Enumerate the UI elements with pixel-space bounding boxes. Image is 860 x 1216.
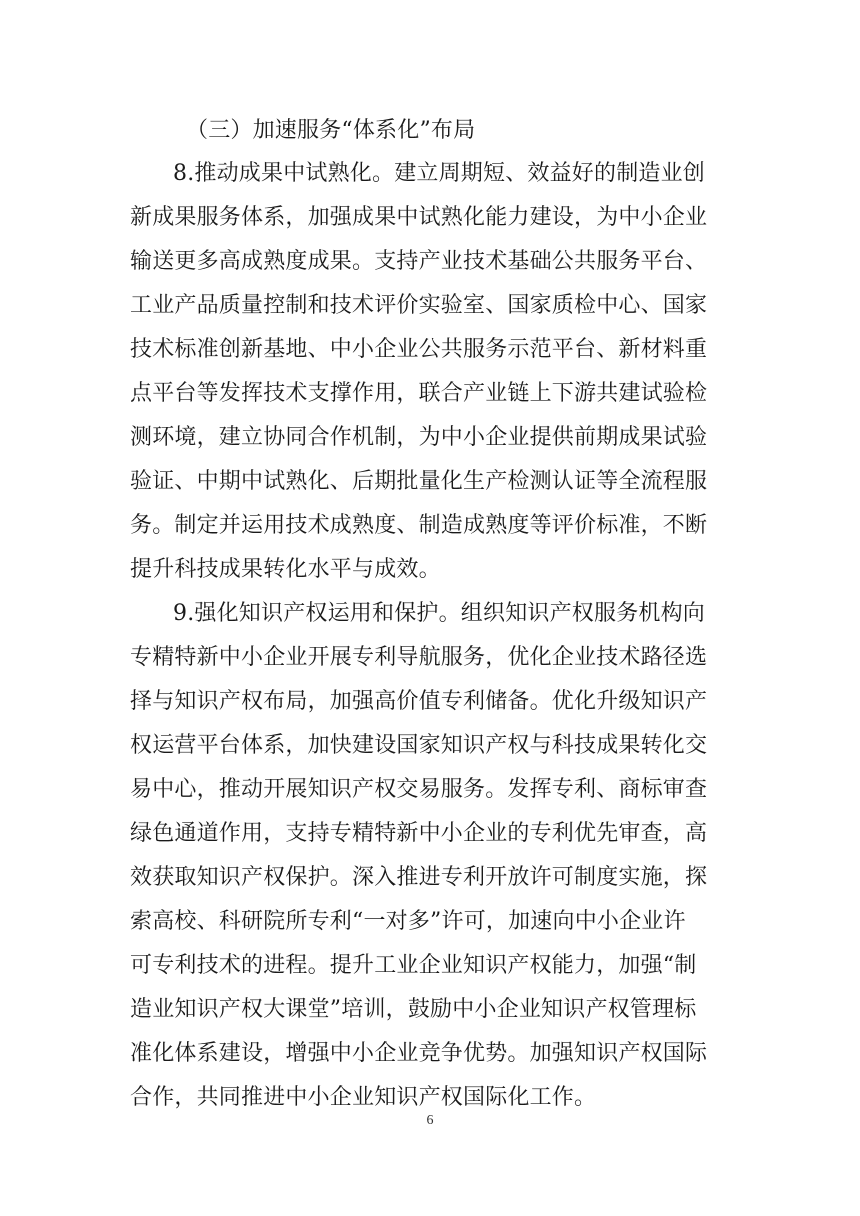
- paragraph-line: 提升科技成果转化水平与成效。: [130, 557, 441, 582]
- page-number: 6: [426, 1113, 434, 1128]
- paragraph-line: 8.推动成果中试熟化。建立周期短、效益好的制造业创: [173, 161, 705, 186]
- paragraph-line: 易中心，推动开展知识产权交易服务。发挥专利、商标审查: [130, 777, 708, 802]
- paragraph-line: 效获取知识产权保护。深入推进专利开放许可制度实施，探: [130, 865, 708, 890]
- paragraph-line: 索高校、科研院所专利“一对多”许可，加速向中小企业许: [130, 909, 686, 934]
- paragraph-line: 可专利技术的进程。提升工业企业知识产权能力，加强“制: [130, 953, 697, 978]
- paragraph-line: 工业产品质量控制和技术评价实验室、国家质检中心、国家: [130, 293, 708, 318]
- paragraph-line: 造业知识产权大课堂”培训，鼓励中小企业知识产权管理标: [130, 997, 697, 1022]
- paragraph-line: 择与知识产权布局，加强高价值专利储备。优化升级知识产: [130, 689, 708, 714]
- paragraph-line: 技术标准创新基地、中小企业公共服务示范平台、新材料重: [130, 337, 708, 362]
- paragraph-line: 务。制定并运用技术成熟度、制造成熟度等评价标准，不断: [130, 513, 708, 538]
- paragraph-line: 权运营平台体系，加快建设国家知识产权与科技成果转化交: [130, 733, 708, 758]
- paragraph-line: 合作，共同推进中小企业知识产权国际化工作。: [130, 1085, 597, 1110]
- paragraph-line: 新成果服务体系，加强成果中试熟化能力建设，为中小企业: [130, 205, 708, 230]
- paragraph-line: 测环境，建立协同合作机制，为中小企业提供前期成果试验: [130, 425, 708, 450]
- paragraph-line: 验证、中期中试熟化、后期批量化生产检测认证等全流程服: [130, 469, 708, 494]
- paragraph-line: 专精特新中小企业开展专利导航服务，优化企业技术路径选: [130, 645, 708, 670]
- paragraph-line: 准化体系建设，增强中小企业竞争优势。加强知识产权国际: [130, 1041, 708, 1066]
- paragraph-line: 绿色通道作用，支持专精特新中小企业的专利优先审查，高: [130, 821, 708, 846]
- section-heading: （三）加速服务“体系化”布局: [186, 118, 476, 143]
- paragraph-line: 9.强化知识产权运用和保护。组织知识产权服务机构向: [173, 601, 705, 626]
- paragraph-line: 输送更多高成熟度成果。支持产业技术基础公共服务平台、: [130, 249, 708, 274]
- paragraph-line: 点平台等发挥技术支撑作用，联合产业链上下游共建试验检: [130, 381, 708, 406]
